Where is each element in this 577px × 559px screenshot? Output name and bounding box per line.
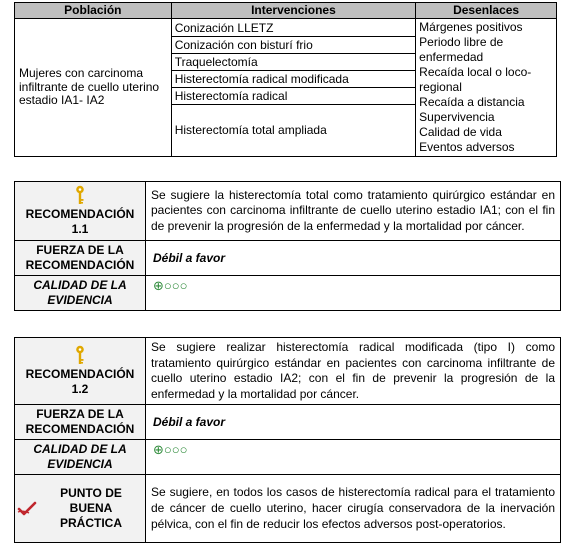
intervention-item: Traquelectomía [172,54,415,71]
recommendation-text: Se sugiere realizar histerectomía radical modificada (tipo I) como tratamiento quirúrgico estándar en pacientes con carcinoma infiltrante de cuello uterino estadio IA2; con el fin de prevenir la progresión de la enfermedad y la mortalidad por cáncer. [146,338,561,405]
pico-table [14,2,557,157]
intervention-item: Histerectomía radical modificada [172,71,415,88]
intervention-item: Conización LLETZ [172,20,415,37]
outcome-item: Recaída local o loco-regional [419,65,532,94]
recommendation-1-2-table [14,337,561,543]
outcome-item: Periodo libre de enfermedad [419,35,504,64]
quality-cell [146,440,561,475]
strength-row [15,241,561,276]
quality-value: ⊕○○○ [153,278,188,293]
recommendation-label-cell [15,182,146,241]
check-icon [17,501,37,517]
pico-header-row [15,3,557,19]
recommendation-label: RECOMENDACIÓN 1.1 [25,207,135,236]
recommendation-label-cell [15,338,146,405]
outcomes-cell [416,19,557,157]
quality-cell [146,276,561,311]
interventions-cell [171,19,415,157]
population-cell: Mujeres con carcinoma infiltrante de cuello uterino estadio IA1- IA2 [15,19,172,157]
good-practice-text: Se sugiere, en todos los casos de histerectomía radical para el tratamiento de cáncer de cuello uterino, hacer cirugía conservadora de la inervación pélvica, con el fin de reducir los efectos adversos post-operatorios. [146,475,561,543]
intervention-item: Histerectomía total ampliada [174,123,327,137]
recommendation-text: Se sugiere la histerectomía total como tratamiento quirúrgico estándar en pacientes con carcinoma infiltrante de cuello uterino estadio IA1; con el fin de prevenir la progresión de la enfermedad y la mortalidad por cáncer. [146,182,561,241]
intervention-item: Histerectomía radical [172,88,415,105]
good-practice-label: PUNTO DE BUENA PRÁCTICA [60,486,122,531]
quality-label: CALIDAD DE LA EVIDENCIA [15,276,146,311]
quality-row [15,276,561,311]
strength-label: FUERZA DE LA RECOMENDACIÓN [15,405,146,440]
key-icon [75,185,85,205]
quality-label: CALIDAD DE LA EVIDENCIA [15,440,146,475]
quality-row [15,440,561,475]
recommendation-1-1-table [14,181,561,311]
key-icon [75,345,85,365]
recommendation-label: RECOMENDACIÓN 1.2 [25,367,135,397]
recommendation-row [15,338,561,405]
good-practice-row [15,475,561,543]
outcome-item: Márgenes positivos [419,20,523,34]
population-header: Población [15,3,172,19]
interventions-header: Intervenciones [171,3,415,19]
quality-value: ⊕○○○ [153,442,188,458]
strength-row [15,405,561,440]
outcomes-header: Desenlaces [416,3,557,19]
outcome-item: Recaída a distancia [419,95,525,109]
strength-value: Débil a favor [146,405,561,440]
strength-value: Débil a favor [146,241,561,276]
recommendation-row [15,182,561,241]
outcome-item: Supervivencia [419,110,495,124]
good-practice-label-cell [15,475,146,543]
good-practice-label-wrap [17,486,143,531]
outcome-item: Calidad de vida [419,125,502,139]
outcome-item: Eventos adversos [419,140,515,154]
interventions-list [172,20,415,155]
intervention-item: Conización con bisturí frio [172,37,415,54]
pico-body-row [15,19,557,157]
strength-label: FUERZA DE LA RECOMENDACIÓN [15,241,146,276]
